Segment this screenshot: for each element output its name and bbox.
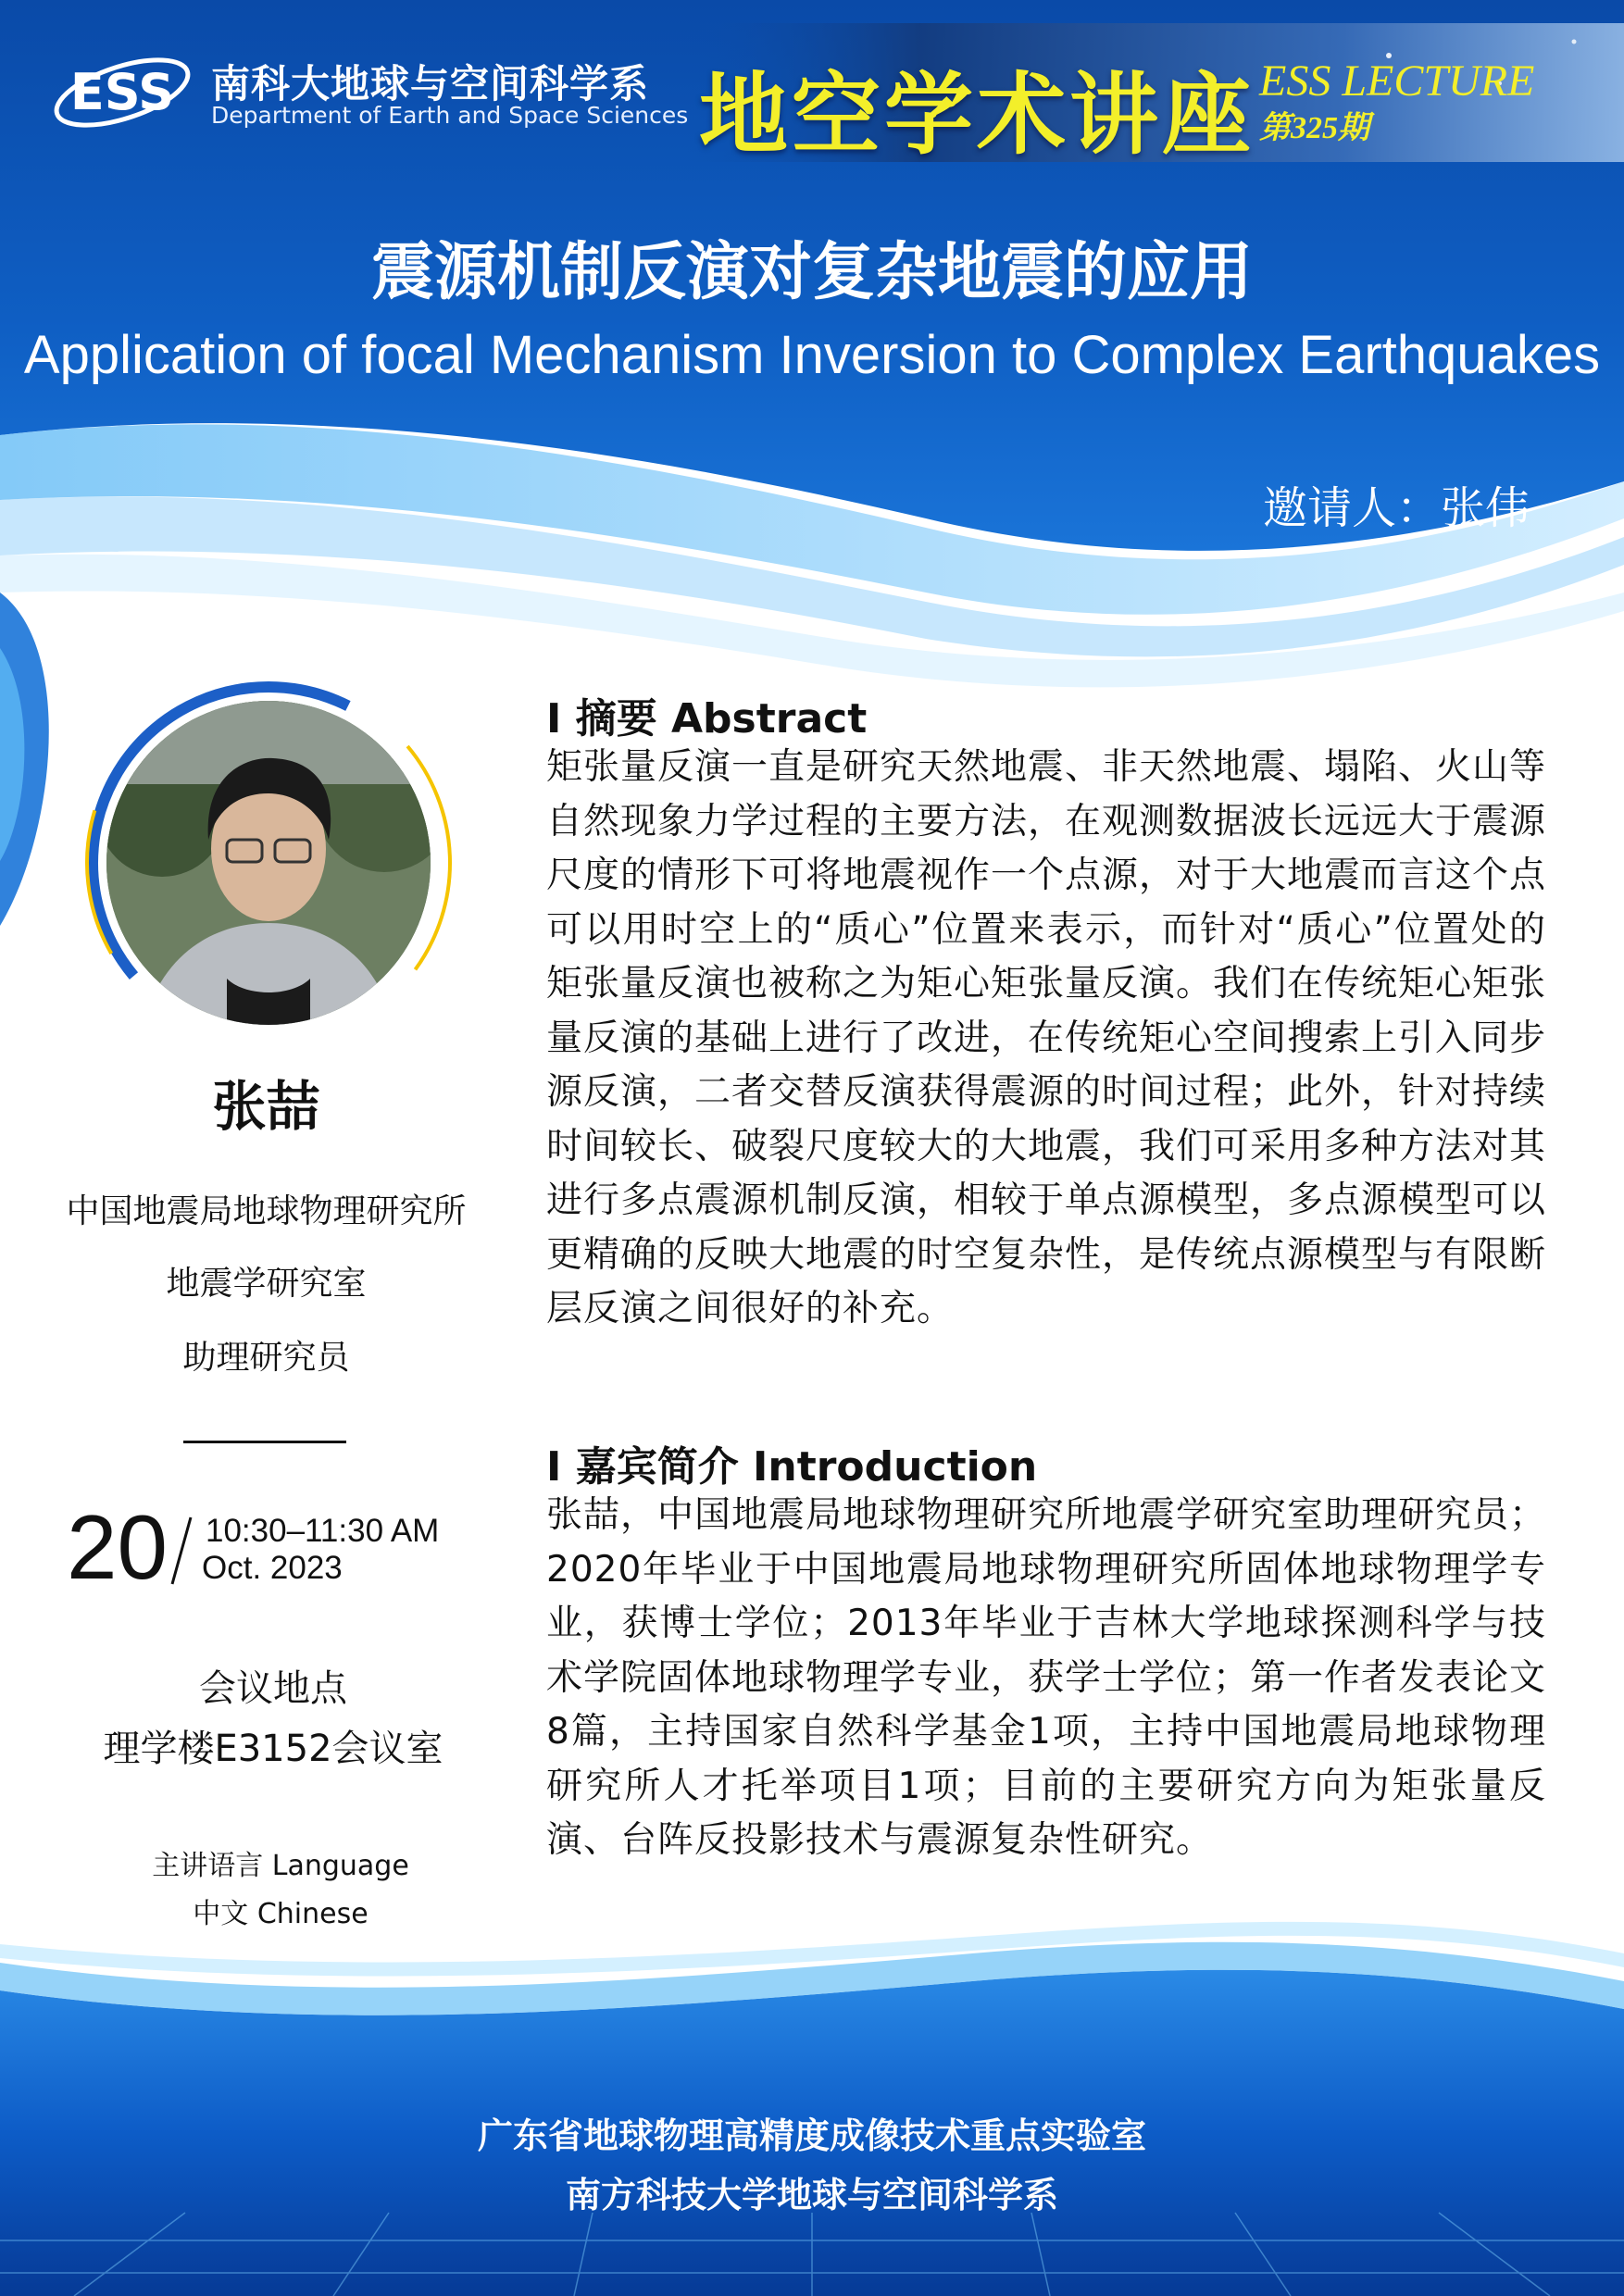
lecture-series-title-en: ESS LECTURE [1259,56,1535,106]
speaker-affiliation-institute: 中国地震局地球物理研究所 [66,1192,467,1230]
talk-title-en: Application of focal Mechanism Inversion to Complex Earthquakes [23,325,1601,385]
speaker-position: 助理研究员 [182,1339,350,1377]
abstract-heading: I 摘要 Abstract [546,695,868,742]
footer-lab-name: 广东省地球物理高精度成像技术重点实验室 [477,2115,1146,2156]
divider [183,1441,346,1443]
lecture-issue-number: 第325期 [1259,111,1369,145]
language: 中文 Chinese [193,1898,369,1930]
date-slash-divider [167,1514,194,1588]
speaker-name: 张喆 [212,1075,320,1138]
introduction-text: 张喆，中国地震局地球物理研究所地震学研究室助理研究员；2020年毕业于中国地震局地球物理研究所固体地球物理学专业，获博士学位；2013年毕业于吉林大学地球探测科学与技术学院固体地球物理学专业，获学士学位；第一作者发表论文8篇，主持国家自然科学基金1项，主持中国地震局地球物理研究所人才托举项目1项；目前的主要研究方向为矩张量反演、台阵反投影技术与震源复杂性研究。 [546,1494,1547,1861]
talk-title-cn: 震源机制反演对复杂地震的应用 [370,236,1253,309]
venue: 理学楼E3152会议室 [103,1728,443,1770]
lecture-series-title-cn: 地空学术讲座 [699,62,1255,167]
inviter: 邀请人：张伟 [1263,482,1530,534]
language-label: 主讲语言 Language [152,1850,409,1882]
venue-label: 会议地点 [199,1667,347,1710]
event-time: 10:30–11:30 AM [206,1513,440,1549]
department-name-cn: 南科大地球与空间科学系 [211,61,650,106]
department-name-en: Department of Earth and Space Sciences [211,102,689,129]
event-month-year: Oct. 2023 [202,1550,343,1586]
speaker-photo [106,701,431,1025]
introduction-heading: I 嘉宾简介 Introduction [546,1443,1038,1491]
logo-text: ESS [69,63,175,121]
event-day: 20 [67,1496,169,1598]
footer-department-name: 南方科技大学地球与空间科学系 [565,2175,1058,2215]
abstract-text: 矩张量反演一直是研究天然地震、非天然地震、塌陷、火山等自然现象力学过程的主要方法，在观测数据波长远远大于震源尺度的情形下可将地震视作一个点源，对于大地震而言这个点可以用时空上的“质心”位置来表示，而针对“质心”位置处的矩张量反演也被称之为矩心矩张量反演。我们在传统矩心矩张量反演的基础上进行了改进，在传统矩心空间搜索上引入同步源反演，二者交替反演获得震源的时间过程；此外，针对持续时间较长、破裂尺度较大的大地震，我们可采用多种方法对其进行多点震源机制反演，相较于单点源模型，多点源模型可以更精确的反映大地震的时空复杂性，是传统点源模型与有限断层反演之间很好的补充。 [546,746,1547,1329]
speaker-affiliation-lab: 地震学研究室 [166,1265,367,1303]
ess-logo [48,46,196,139]
